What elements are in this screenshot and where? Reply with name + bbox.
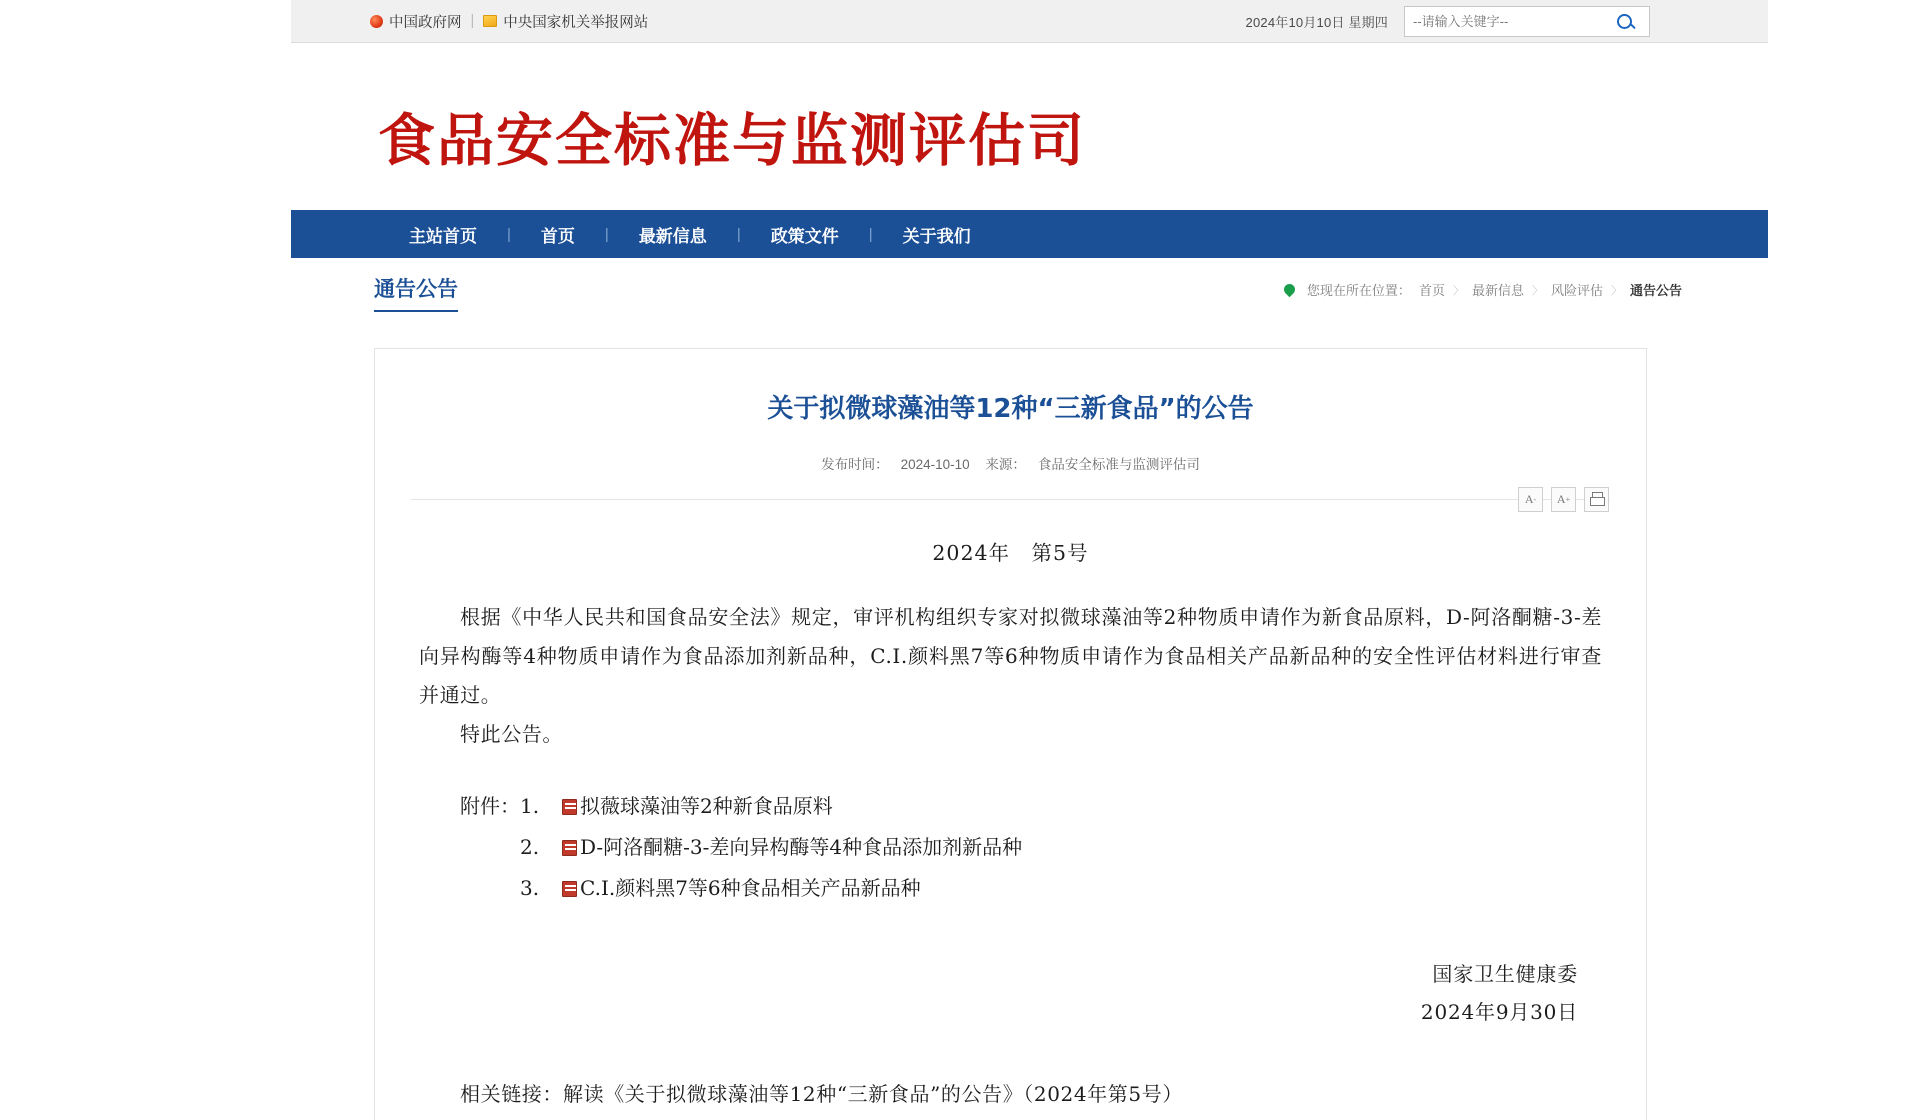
breadcrumb-row — [291, 258, 1768, 318]
breadcrumb-separator: 〉 — [1610, 284, 1622, 297]
search-button[interactable] — [1601, 7, 1647, 36]
printer-icon — [1590, 495, 1603, 505]
report-site-icon — [483, 15, 497, 27]
site-title: 食品安全标准与监测评估司 — [378, 108, 1086, 174]
current-date: 2024年10月10日 星期四 — [1245, 14, 1388, 30]
publish-date: 2024-10-10 — [900, 457, 970, 473]
breadcrumb-separator: 〉 — [1452, 284, 1464, 297]
font-larger-label: A — [1556, 492, 1566, 506]
search-icon — [1617, 14, 1632, 29]
attachment-link-1[interactable]: 拟薇球藻油等2种新食品原料 — [580, 794, 833, 819]
font-larger-sup: + — [1565, 495, 1571, 504]
main-navigation — [291, 210, 1768, 258]
nav-item-policy-docs[interactable]: 政策文件 — [770, 226, 839, 246]
breadcrumb-item-home[interactable]: 首页 — [1418, 283, 1445, 298]
breadcrumb-separator: 〉 — [1531, 284, 1543, 297]
top-links — [370, 11, 648, 32]
article-divider — [411, 499, 1610, 500]
nav-items — [379, 222, 1001, 247]
nav-item-latest-info[interactable]: 最新信息 — [638, 226, 707, 246]
search-box[interactable] — [1404, 6, 1650, 37]
pdf-file-icon — [562, 840, 577, 856]
print-button[interactable] — [1584, 487, 1609, 512]
attachment-number: 3. — [520, 876, 540, 901]
attachment-number: 2. — [520, 835, 540, 860]
article-paragraph-1: 根据《中华人民共和国食品安全法》规定，审评机构组织专家对拟微球藻油等2种物质申请作为新食品原料，D-阿洛酮糖-3-差向异构酶等4种物质申请作为食品添加剂新品种，C.I.颜料黑7等6种物质申请作为食品相关产品新品种的安全性评估材料进行审查并通过。 — [419, 605, 1602, 708]
site-banner — [291, 43, 1768, 210]
source-value: 食品安全标准与监测评估司 — [1037, 457, 1200, 473]
article-title: 关于拟微球藻油等12种“三新食品”的公告 — [767, 394, 1254, 424]
breadcrumb — [1284, 280, 1682, 299]
left-gutter — [0, 0, 291, 1120]
top-utility-bar — [291, 0, 1768, 43]
right-gutter — [1768, 0, 1920, 1120]
font-smaller-sup: - — [1533, 495, 1537, 504]
source-label: 来源： — [985, 457, 1026, 473]
nav-divider: | — [507, 225, 511, 243]
attachment-row — [460, 868, 1602, 909]
page-title: 通告公告 — [374, 273, 458, 312]
breadcrumb-item-current: 通告公告 — [1629, 283, 1682, 298]
pdf-file-icon — [562, 881, 577, 897]
article-meta — [375, 453, 1646, 473]
font-smaller-button[interactable] — [1518, 487, 1543, 512]
attachment-row — [460, 786, 1602, 827]
related-links-label: 相关链接： — [460, 1082, 563, 1107]
attachment-link-2[interactable]: D-阿洛酮糖-3-差向异构酶等4种食品添加剂新品种 — [580, 835, 1023, 860]
breadcrumb-item-latest-info[interactable]: 最新信息 — [1471, 283, 1524, 298]
attachment-number: 1. — [520, 794, 540, 819]
font-larger-button[interactable] — [1551, 487, 1576, 512]
publish-label: 发布时间： — [821, 457, 889, 473]
attachments-label: 附件： — [460, 794, 520, 819]
top-link-separator: | — [470, 13, 475, 29]
nav-item-home[interactable]: 首页 — [540, 226, 575, 246]
nav-divider: | — [604, 225, 609, 243]
related-link[interactable]: 解读《关于拟微球藻油等12种“三新食品”的公告》（2024年第5号） — [563, 1082, 1183, 1107]
article-paragraph-2: 特此公告。 — [460, 722, 563, 747]
nav-item-about-us[interactable]: 关于我们 — [902, 226, 971, 246]
pdf-file-icon — [562, 799, 577, 815]
article-card — [374, 348, 1647, 1120]
location-pin-icon — [1282, 282, 1298, 298]
top-right-group — [1246, 6, 1650, 37]
attachment-link-3[interactable]: C.I.颜料黑7等6种食品相关产品新品种 — [580, 876, 921, 901]
nav-item-main-home[interactable]: 主站首页 — [409, 226, 477, 246]
signature-block — [419, 955, 1602, 1031]
article-body — [419, 534, 1602, 1114]
signature-date: 2024年9月30日 — [1420, 1000, 1578, 1025]
nav-divider: | — [868, 225, 873, 243]
link-report-site[interactable] — [483, 11, 648, 32]
link-china-gov-label: 中国政府网 — [389, 14, 462, 31]
breadcrumb-prefix: 您现在所在位置： — [1306, 283, 1411, 298]
font-smaller-label: A — [1524, 492, 1534, 506]
link-china-gov[interactable] — [370, 11, 462, 32]
breadcrumb-item-risk-assessment[interactable]: 风险评估 — [1550, 283, 1603, 298]
gov-emblem-icon — [370, 15, 383, 28]
signature-organization: 国家卫生健康委 — [1432, 962, 1578, 987]
article-tools — [1518, 487, 1609, 512]
attachments-block — [419, 786, 1602, 909]
search-input[interactable] — [1405, 7, 1601, 36]
link-report-site-label: 中央国家机关举报网站 — [503, 14, 649, 31]
related-links-row — [419, 1075, 1602, 1114]
document-number: 2024年 第5号 — [932, 541, 1089, 566]
attachment-row — [460, 827, 1602, 868]
nav-divider: | — [736, 225, 741, 243]
